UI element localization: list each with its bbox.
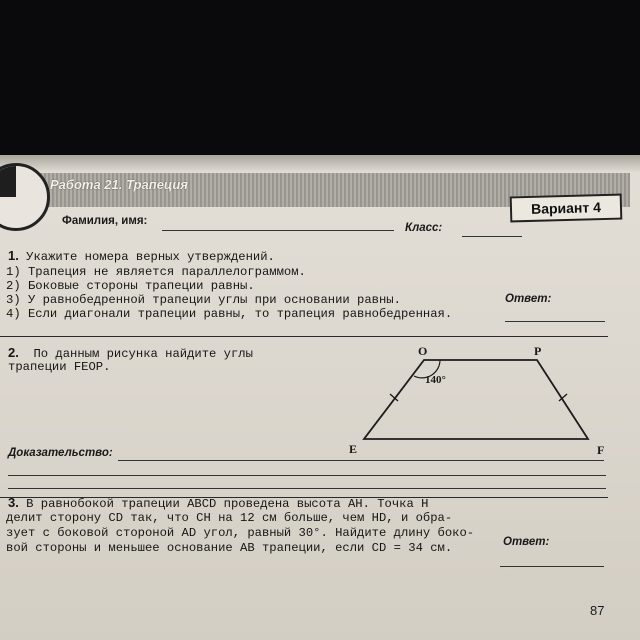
angle-label: 140° [425,374,446,386]
task3-text: В равнобокой трапеции ABCD проведена высота AH. Точка H [26,497,429,511]
trapezoid-figure [340,341,620,461]
task3-answer-line[interactable] [500,566,604,567]
variant-box: Вариант 4 [510,194,623,223]
task1-statement: 2) Боковые стороны трапеции равны. [6,279,255,293]
vertex-label-f: F [597,443,605,457]
work-title: Работа 21. Трапеция [50,177,188,192]
task3-line [8,496,428,512]
task1-question: Укажите номера верных утверждений. [26,250,275,264]
name-label: Фамилия, имя: [62,215,148,227]
task1-statement: 3) У равнобедренной трапеции углы при основании равны. [6,293,401,307]
task1-statement: 4) Если диагонали трапеции равны, то трапеция равнобедренная. [6,307,453,321]
vertex-label-p: P [534,344,542,358]
task3-answer-label: Ответ: [503,536,550,548]
proof-line[interactable] [118,460,604,461]
page-shadow [0,155,640,173]
task1-answer-line[interactable] [505,321,605,322]
worksheet-page [0,155,640,640]
task1-question-row [8,249,275,265]
task1-statement: 1) Трапеция не является параллелограммом. [6,265,306,279]
task3-line: делит сторону CD так, что CH на 12 см больше, чем HD, и обра- [6,511,453,525]
vertex-label-o: O [418,344,428,358]
task3-line: зует с боковой стороной AD угол, равный 30°. Найдите длину боко- [6,526,475,540]
task1-number: 1. [8,248,19,263]
proof-label: Доказательство: [8,447,113,459]
vertex-label-e: E [349,442,358,456]
task2-line2: трапеции FEOP. [8,360,111,374]
task3-line: вой стороны и меньшее основание AB трапеции, если CD = 34 см. [6,541,453,555]
class-field-line[interactable] [462,236,522,237]
task2-number: 2. [8,345,19,360]
proof-line[interactable] [8,488,606,489]
separator [0,336,608,337]
task2-text: По данным рисунка найдите углы [33,347,253,361]
proof-line[interactable] [8,475,606,476]
page-number: 87 [590,603,605,618]
task3-number: 3. [8,495,19,510]
task1-answer-label: Ответ: [505,293,552,305]
name-field-line[interactable] [162,230,394,231]
trapezoid-feop [364,360,588,439]
class-label: Класс: [405,222,443,234]
